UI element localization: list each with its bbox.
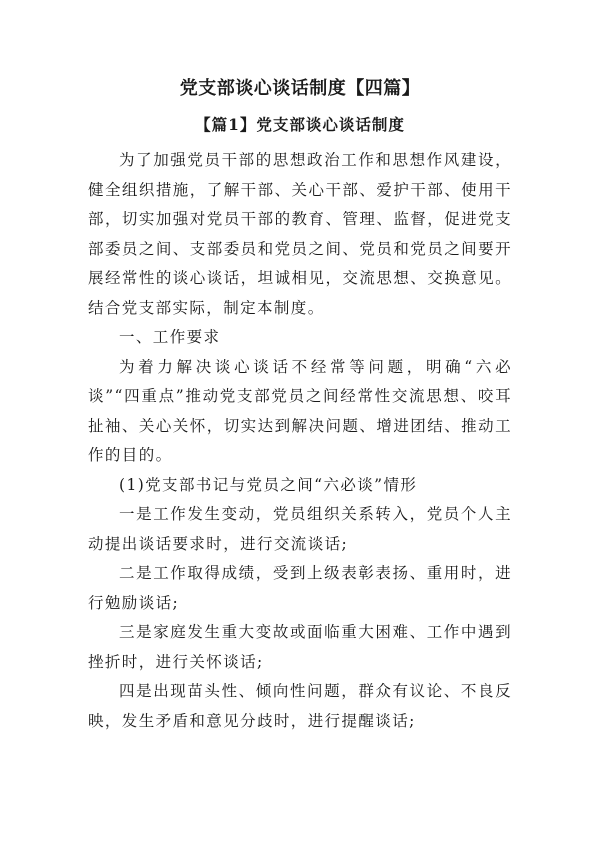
document-title: 党支部谈心谈话制度【四篇】	[179, 78, 421, 99]
list-item-case-one: 一是工作发生变动，党员组织关系转入，党员个人主动提出谈话要求时，进行交流谈话;	[88, 505, 512, 553]
list-item-case-four: 四是出现苗头性、倾向性问题，群众有议论、不良反映，发生矛盾和意见分歧时，进行提醒谈话;	[88, 682, 512, 730]
subsection-heading-six-must-talks: (1)党支部书记与党员之间“六必谈”情形	[119, 475, 418, 494]
document-subtitle: 【篇1】党支部谈心谈话制度	[195, 115, 405, 134]
list-item-case-two: 二是工作取得成绩，受到上级表彰表扬、重用时，进行勉励谈话;	[88, 564, 512, 612]
document-body	[88, 146, 512, 736]
list-item-case-three: 三是家庭发生重大变故或面临重大困难、工作中遇到挫折时，进行关怀谈话;	[88, 623, 512, 671]
paragraph-intro: 为了加强党员干部的思想政治工作和思想作风建设，健全组织措施，了解干部、关心干部、爱护干部、使用干部，切实加强对党员干部的教育、管理、监督，促进党支部委员之间、支部委员和党员之间、党员和党员之间要开展经常性的谈心谈话，坦诚相见，交流思想、交换意见。结合党支部实际，制定本制度。	[88, 151, 512, 317]
section-heading-work-requirements: 一、工作要求	[119, 328, 221, 346]
paragraph-requirements: 为着力解决谈心谈话不经常等问题，明确“六必谈”“四重点”推动党支部党员之间经常性交流思想、咬耳扯袖、关心关怀，切实达到解决问题、增进团结、推动工作的目的。	[88, 357, 512, 464]
